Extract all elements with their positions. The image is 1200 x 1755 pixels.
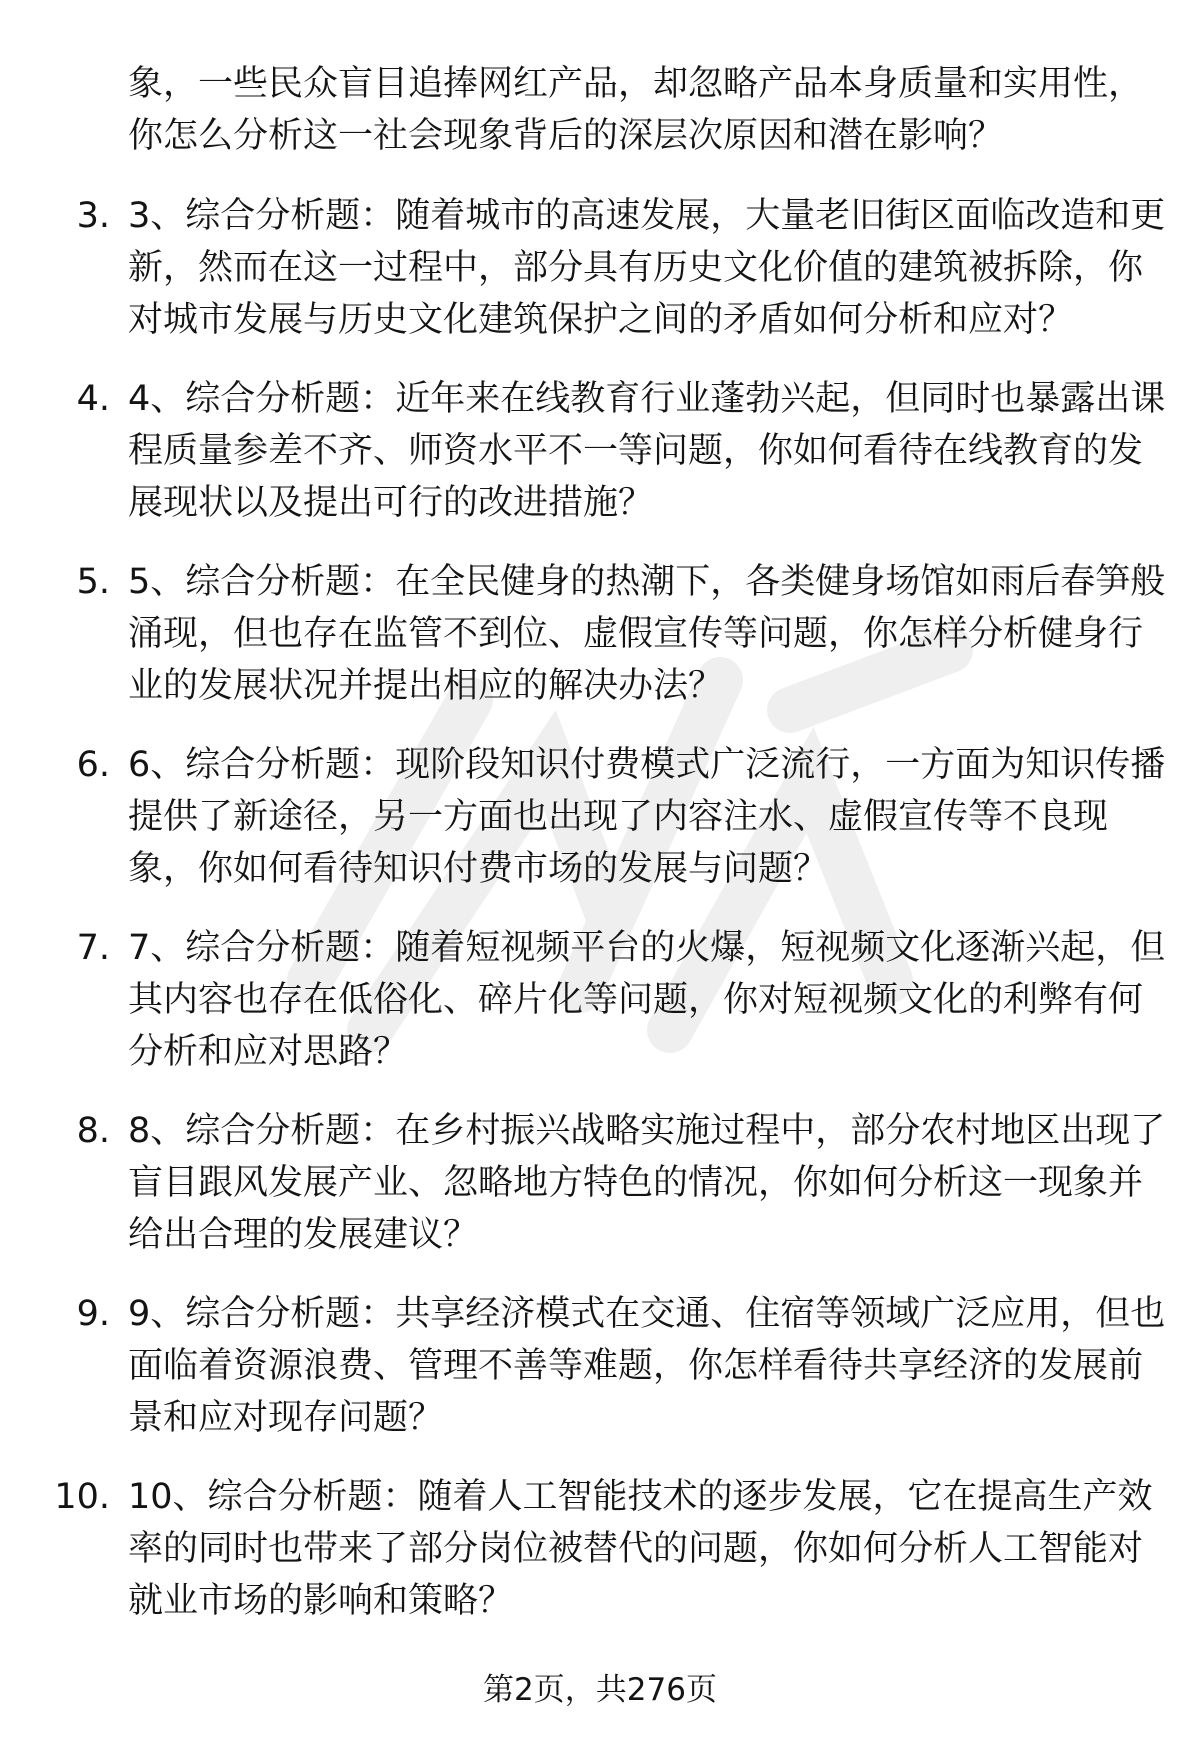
question-number: 7.: [76, 928, 110, 968]
question-item: [0, 1288, 1200, 1471]
question-item: [0, 373, 1200, 556]
question-text: 8、综合分析题：在乡村振兴战略实施过程中，部分农村地区出现了盲目跟风发展产业、忽略地方特色的情况，你如何分析这一现象并给出合理的发展建议？: [128, 1111, 1166, 1255]
question-continuation-text: 象，一些民众盲目追捧网红产品，却忽略产品本身质量和实用性，你怎么分析这一社会现象背后的深层次原因和潜在影响？: [128, 64, 1144, 156]
question-number: 6.: [76, 745, 110, 785]
question-item: [0, 922, 1200, 1105]
question-number: 4.: [76, 379, 110, 419]
question-text: 7、综合分析题：随着短视频平台的火爆，短视频文化逐渐兴起，但其内容也存在低俗化、碎片化等问题，你对短视频文化的利弊有何分析和应对思路？: [128, 928, 1166, 1072]
question-text: 4、综合分析题：近年来在线教育行业蓬勃兴起，但同时也暴露出课程质量参差不齐、师资水平不一等问题，你如何看待在线教育的发展现状以及提出可行的改进措施？: [128, 379, 1166, 523]
question-number: 10.: [54, 1477, 110, 1517]
question-item: [0, 1105, 1200, 1288]
question-number: 3.: [76, 196, 110, 236]
question-number: 9.: [76, 1294, 110, 1334]
question-text: 9、综合分析题：共享经济模式在交通、住宿等领域广泛应用，但也面临着资源浪费、管理不善等难题，你怎样看待共享经济的发展前景和应对现存问题？: [128, 1294, 1166, 1438]
page-number-footer: 第2页，共276页: [483, 1672, 717, 1708]
question-item: [0, 556, 1200, 739]
question-text: 10、综合分析题：随着人工智能技术的逐步发展，它在提高生产效率的同时也带来了部分岗位被替代的问题，你如何分析人工智能对就业市场的影响和策略？: [128, 1477, 1153, 1621]
question-item: [0, 190, 1200, 373]
question-item: [0, 739, 1200, 922]
question-text: 6、综合分析题：现阶段知识付费模式广泛流行，一方面为知识传播提供了新途径，另一方面也出现了内容注水、虚假宣传等不良现象，你如何看待知识付费市场的发展与问题？: [128, 745, 1166, 889]
question-text: 3、综合分析题：随着城市的高速发展，大量老旧街区面临改造和更新，然而在这一过程中，部分具有历史文化价值的建筑被拆除，你对城市发展与历史文化建筑保护之间的矛盾如何分析和应对？: [128, 196, 1166, 340]
question-item: [0, 1471, 1200, 1641]
question-list: [0, 190, 1200, 1641]
question-text: 5、综合分析题：在全民健身的热潮下，各类健身场馆如雨后春笋般涌现，但也存在监管不到位、虚假宣传等问题，你怎样分析健身行业的发展状况并提出相应的解决办法？: [128, 562, 1166, 706]
question-number: 5.: [76, 562, 110, 602]
question-number: 8.: [76, 1111, 110, 1151]
